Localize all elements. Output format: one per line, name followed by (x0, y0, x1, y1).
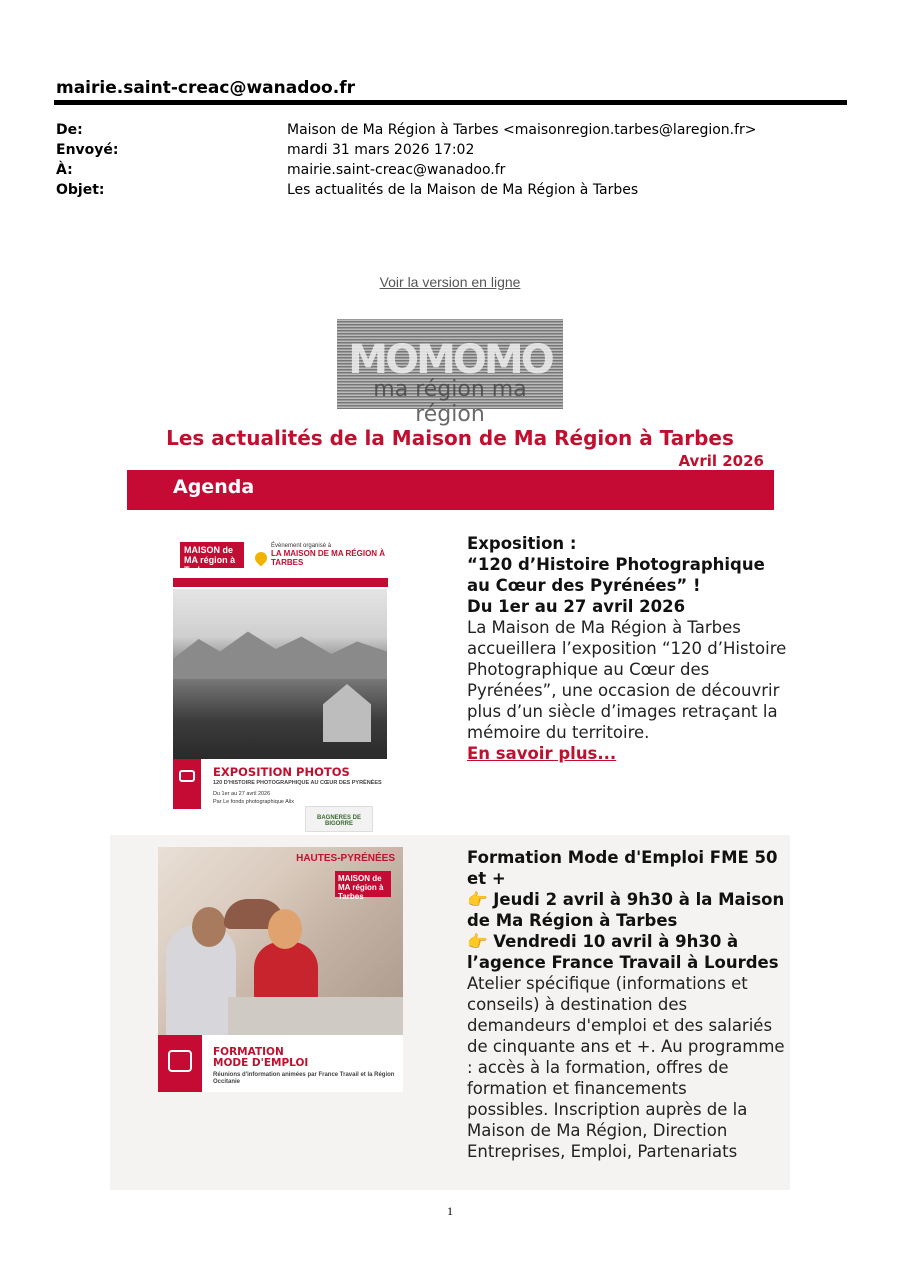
formation-body-2: possibles. Inscription auprès de la Maison de Ma Région, Direction Entreprises, Emploi, Partenariats (467, 1100, 748, 1161)
poster-headline-2: MODE D'EMPLOI (213, 1057, 309, 1069)
person-head-shape (268, 909, 302, 949)
read-more-link[interactable]: En savoir plus... (467, 744, 617, 763)
poster-date: Du 1er au 27 avril 2026 (213, 791, 271, 797)
poster-subline: Réunions d'information animées par France Travail et la Région Occitanie (213, 1072, 395, 1085)
exposition-label: Exposition : (467, 534, 577, 553)
poster-headline: EXPOSITION PHOTOS (213, 765, 350, 779)
poster-red-block (173, 759, 201, 809)
poster-logo: MAISON de MA région à Tarbes (335, 871, 391, 897)
poster-tag: HAUTES-PYRÉNÉES (296, 853, 395, 864)
header-to-key: À: (56, 162, 73, 178)
location-pin-icon (253, 550, 270, 567)
view-online-link[interactable]: Voir la version en ligne (379, 274, 521, 290)
formation-body-1: Atelier spécifique (informations et conseils) à destination des demandeurs d'emploi et des salariés de cinquante ans et +. Au programme : accès à la formation, offres de formation et financements (467, 974, 785, 1098)
poster-logo: MAISON de MA région à Tarbes (180, 542, 244, 568)
agenda-banner (127, 470, 774, 510)
people-icon (168, 1050, 192, 1072)
poster-event-label: Évènement organisé à (271, 543, 332, 549)
region-logo (337, 319, 563, 427)
agenda-label: Agenda (173, 476, 255, 498)
camera-icon (179, 770, 195, 782)
poster-subline: 120 D'HISTOIRE PHOTOGRAPHIQUE AU CŒUR DES PYRÉNÉES (213, 780, 382, 786)
poster-headline-1: FORMATION (213, 1046, 284, 1058)
mountain-shape (173, 629, 387, 679)
poster-headline (213, 1047, 308, 1069)
header-to-value: mairie.saint-creac@wanadoo.fr (287, 162, 506, 178)
page-number: 1 (447, 1204, 453, 1218)
poster-red-bar (173, 578, 388, 587)
stone-house-shape (323, 684, 371, 742)
header-sent-key: Envoyé: (56, 142, 119, 158)
formation-text (467, 847, 787, 1162)
table-shape (228, 997, 403, 1035)
newsletter-month: Avril 2026 (678, 452, 764, 470)
sponsor-logo: BAGNERES DE BIGORRE (305, 806, 373, 832)
newsletter-title: Les actualités de la Maison de Ma Région à Tarbes (166, 426, 734, 450)
header-rule (54, 100, 847, 105)
exposition-title: “120 d’Histoire Photographique au Cœur des Pyrénées” ! (467, 555, 765, 595)
header-subject-value: Les actualités de la Maison de Ma Région à Tarbes (287, 182, 639, 198)
mailbox-address: mairie.saint-creac@wanadoo.fr (56, 78, 355, 98)
formation-poster[interactable] (158, 847, 403, 1092)
poster-event (271, 543, 386, 567)
header-from-value: Maison de Ma Région à Tarbes <maisonregion.tarbes@laregion.fr> (287, 122, 757, 138)
poster-event-place: LA MAISON DE MA RÉGION À TARBES (271, 549, 386, 567)
exposition-poster[interactable] (173, 538, 388, 830)
poster-details (213, 790, 294, 806)
person-head-shape (192, 907, 226, 947)
poster-credit: Par Le fonds photographique Alix (213, 799, 295, 805)
exposition-dates: Du 1er au 27 avril 2026 (467, 597, 686, 616)
logo-text-top: MOMOMO (348, 337, 552, 383)
header-from-key: De: (56, 122, 83, 138)
formation-date-1: 👉 Jeudi 2 avril à 9h30 à la Maison de Ma Région à Tarbes (467, 890, 785, 930)
logo-text-bottom: ma région ma région (373, 377, 527, 427)
mountain-photo (173, 589, 387, 759)
exposition-body: La Maison de Ma Région à Tarbes accueillera l’exposition “120 d’Histoire Photographique au Cœur des Pyrénées”, une occasion de découvrir plus d’un siècle d’images retraçant la mémoire du territoire. (467, 618, 787, 742)
exposition-text (467, 533, 787, 764)
formation-title: Formation Mode d'Emploi FME 50 et + (467, 848, 778, 888)
formation-date-2: 👉 Vendredi 10 avril à 9h30 à l’agence France Travail à Lourdes (467, 932, 779, 972)
header-sent-value: mardi 31 mars 2026 17:02 (287, 142, 475, 158)
header-subject-key: Objet: (56, 182, 105, 198)
